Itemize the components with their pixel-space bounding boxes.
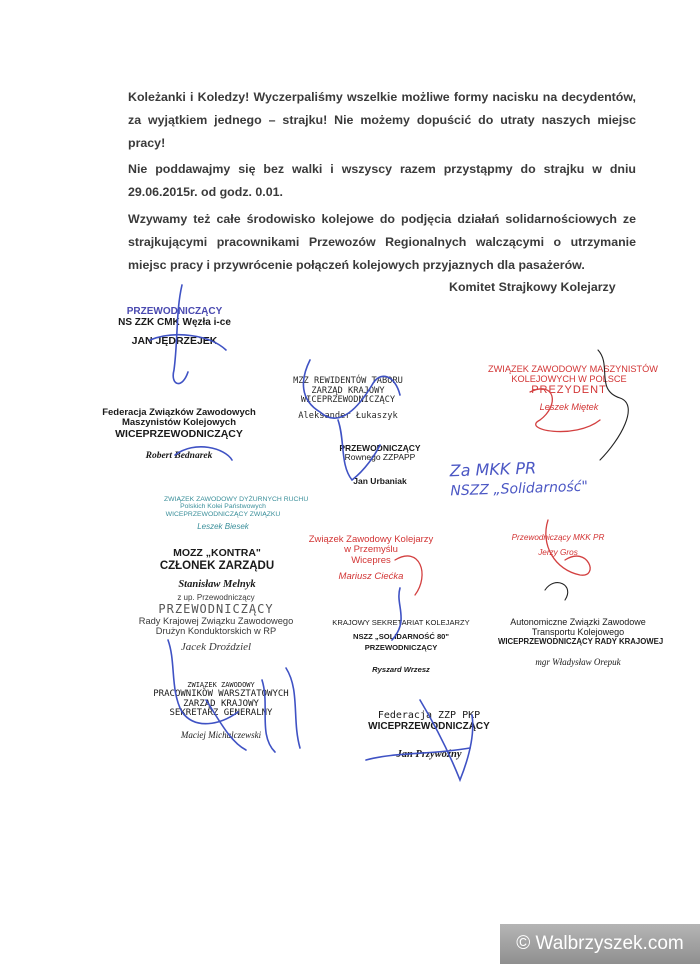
stamp-name: Stanisław Melnyk — [178, 579, 256, 591]
stamp-name: Mariusz Ciećka — [338, 571, 404, 583]
stamp-line: Federacja Związków Zawodowych — [102, 407, 256, 418]
stamp-name: Robert Bednarek — [145, 451, 213, 462]
stamp-line: Rownego ZZPAPP — [344, 452, 416, 463]
stamp-line: Drużyn Konduktorskich w RP — [155, 626, 277, 637]
stamp-line: ZWIĄZEK ZAWODOWY — [187, 681, 255, 689]
signature-mark — [175, 447, 232, 460]
stamp-line: NSZZ „SOLIDARNOŚĆ 80" — [352, 632, 449, 642]
stamp-line: MZZ REWIDENTÓW TABORU — [293, 376, 403, 386]
stamp-line: NS ZZK CMK Węzła i-ce — [118, 317, 231, 328]
stamp-line: PRZEWODNICZĄCY — [364, 642, 438, 652]
stamp-name: Jerzy Gros — [538, 548, 578, 558]
paragraph-strike-call: Nie poddawajmy się bez walki i wszyscy razem przystąpmy do strajku w dniu 29.06.2015r. od godz. 0.01. — [128, 162, 636, 199]
stamp-name: Maciej Michalczewski — [180, 730, 262, 741]
stamp-line: ZARZĄD KRAJOWY — [311, 385, 385, 396]
stamp-line: Przewodniczący MKK PR — [511, 533, 605, 542]
stamp-line: Wicepres — [351, 554, 391, 566]
stamp-name: Leszek Miętek — [539, 402, 599, 413]
paragraph-solidarity: Wzywamy też całe środowisko kolejowe do podjęcia działań solidarnościowych ze strajkującymi pracownikami Przewozów Regionalnych walczącymi o utrzymanie miejsc pracy i przywrócenie połączeń kolejowych przyjaznych dla pasażerów. — [128, 212, 636, 272]
signature-mark — [598, 350, 628, 460]
signature-mark — [392, 588, 401, 640]
stamp-line: ZARZĄD KRAJOWY — [183, 698, 259, 709]
stamp-name: Ryszard Wrzesz — [372, 665, 430, 675]
signature-mark — [150, 335, 226, 350]
stamp-line: SEKRETARZ GENERALNY — [169, 708, 273, 719]
stamp-name: Jacek Droździel — [180, 641, 252, 654]
stamp-line: WICEPRZEWODNICZĄCY — [115, 427, 243, 440]
signature-mark — [545, 583, 568, 600]
stamp-line: ZWIĄZEK ZAWODOWY DYŻURNYCH RUCHU — [164, 496, 309, 503]
stamp-line: PRZEWODNICZĄCY — [158, 601, 274, 616]
signature-mark — [546, 520, 590, 575]
stamp-line: PRACOWNIKÓW WARSZTATOWYCH — [153, 688, 289, 699]
stamp-line: PREZYDENT — [531, 384, 607, 397]
stamp-line: WICEPRZEWODNICZĄCY RADY KRAJOWEJ — [498, 636, 664, 646]
watermark: © Walbrzyszek.com — [500, 924, 700, 964]
stamp-line: Transportu Kolejowego — [531, 626, 625, 637]
stamp-line: Autonomiczne Związki Zawodowe — [510, 617, 646, 627]
stamp-line: MOZZ „KONTRA" — [173, 547, 261, 559]
stamp-line: PRZEWODNICZĄCY — [126, 306, 223, 317]
stamp-line: WICEPRZEWODNICZĄCY — [368, 721, 490, 732]
stamp-line: Polskich Kolei Państwowych — [180, 503, 266, 511]
stamp-name: Aleksander Łukaszyk — [298, 410, 398, 421]
committee-signature: Komitet Strajkowy Kolejarzy — [449, 280, 616, 294]
stamp-line: Maszynistów Kolejowych — [121, 417, 237, 429]
stamp-name: Jan Urbaniak — [353, 475, 407, 486]
stamp-line: WICEPRZEWODNICZĄCY — [300, 395, 396, 406]
signature-mark — [206, 700, 246, 750]
stamp-name: JAN JĘDRZEJEK — [131, 335, 218, 347]
signature-mark — [168, 640, 238, 724]
signature-mark — [420, 700, 473, 780]
stamp-name: Leszek Biesek — [197, 522, 249, 532]
stamp-name: Jan Przywoźny — [396, 749, 462, 760]
stamp-line: Związek Zawodowy Kolejarzy — [308, 534, 434, 545]
stamp-line: w Przemyślu — [344, 544, 398, 556]
handwritten-line: NSZZ „Solidarność" — [450, 478, 589, 499]
paragraph-appeal: Koleżanki i Koledzy! Wyczerpaliśmy wszelkie możliwe formy nacisku na decydentów, za wyjątkiem jednego – strajku! Nie możemy dopuścić do utraty naszych miejsc pracy! — [128, 90, 636, 150]
stamp-name: mgr Władysław Orepuk — [535, 657, 621, 668]
signature-mark — [338, 420, 380, 480]
stamp-line: ZWIĄZEK ZAWODOWY MASZYNISTÓW — [488, 364, 658, 374]
signature-mark — [303, 360, 400, 418]
stamp-line: Federacja ZZP PKP — [377, 710, 481, 721]
signature-mark — [286, 668, 300, 748]
signature-mark — [262, 680, 275, 752]
stamp-line: CZŁONEK ZARZĄDU — [159, 559, 275, 572]
signature-mark — [366, 748, 470, 760]
handwritten-line: Za MKK PR — [449, 458, 537, 481]
stamp-line: KOLEJOWYCH W POLSCE — [511, 374, 627, 385]
stamp-line: Rady Krajowej Związku Zawodowego — [138, 615, 294, 626]
stamp-line: KRAJOWY SEKRETARIAT KOLEJARZY — [332, 618, 470, 627]
signature-mark — [530, 389, 600, 432]
stamp-line: WICEPRZEWODNICZĄCY ZWIĄZKU — [165, 510, 281, 518]
stamp-line: z up. Przewodniczący — [177, 593, 255, 602]
stamp-line: PRZEWODNICZĄCY — [339, 443, 421, 453]
